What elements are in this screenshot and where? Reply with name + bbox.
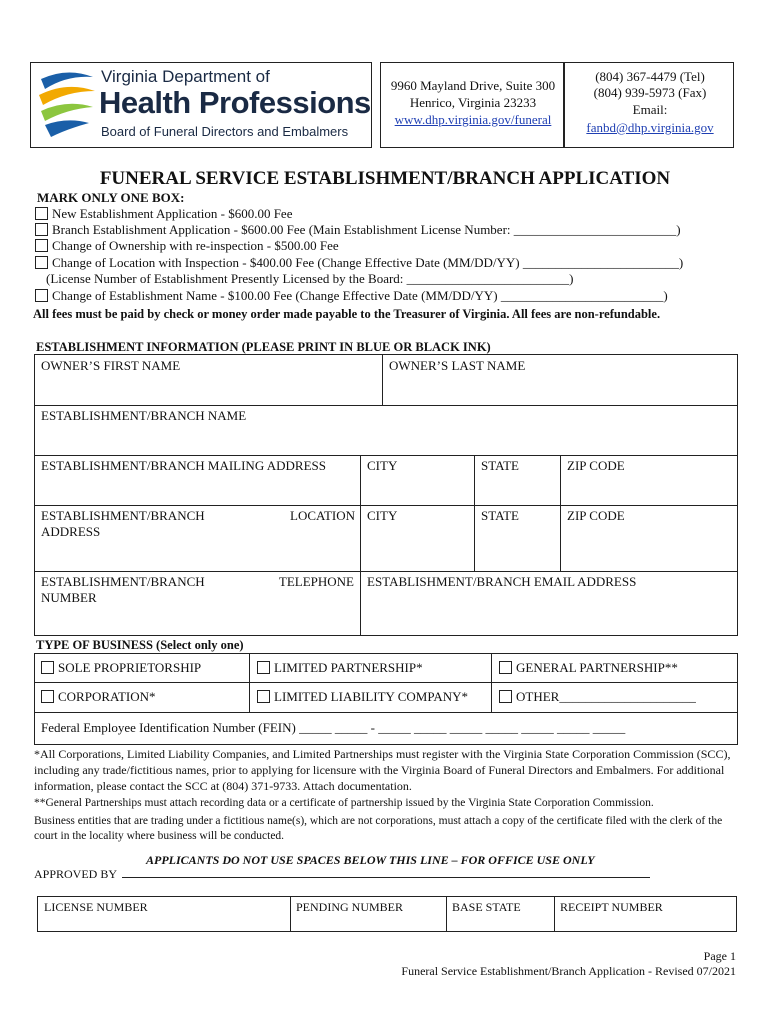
city-label: CITY [367,458,398,473]
business-corp-option[interactable]: CORPORATION* [41,689,156,705]
checkbox[interactable] [35,239,48,252]
business-lp-option[interactable]: LIMITED PARTNERSHIP* [257,660,423,676]
note-fictitious-name: Business entities that are trading under a fictitious name(s), which are not corporations, must attach a copy of the certificate filed with the clerk of the court in the locality where business will be conducted. [34,815,723,842]
checkbox[interactable] [41,661,54,674]
email-link[interactable]: fanbd@dhp.virginia.gov [586,120,714,135]
fein-field[interactable]: Federal Employee Identification Number (FEIN) _____ _____ - _____ _____ _____ _____ _____ _____ _____ [41,720,626,735]
business-sole-option[interactable]: SOLE PROPRIETORSHIP [41,660,201,676]
page-number: Page 1 [703,949,736,963]
branch-name-field[interactable] [35,405,737,455]
email-address-label: ESTABLISHMENT/BRANCH EMAIL ADDRESS [367,574,637,589]
checkbox[interactable] [35,207,48,220]
zip-label: ZIP CODE [567,508,625,523]
business-table [34,653,738,745]
approved-by-label: APPROVED BY [34,867,118,881]
business-gp-option[interactable]: GENERAL PARTNERSHIP** [499,660,678,676]
telephone-label-b: TELEPHONE [278,574,354,589]
zip-label: ZIP CODE [567,458,625,473]
business-llc-option[interactable]: LIMITED LIABILITY COMPANY* [257,689,468,705]
email-label: Email: [632,102,668,117]
pending-number-label: PENDING NUMBER [296,900,404,914]
website-link[interactable]: www.dhp.virginia.gov/funeral [394,112,552,127]
license-number-label: LICENSE NUMBER [44,900,148,914]
checkbox[interactable] [499,661,512,674]
checkbox[interactable] [35,223,48,236]
mailing-zip-field[interactable] [561,455,737,505]
logo-line2: Health Professions [99,85,371,120]
owner-first-name-field[interactable] [35,355,383,405]
telephone-field[interactable] [35,571,361,635]
revision-text: Funeral Service Establishment/Branch Application - Revised 07/2021 [401,964,736,978]
note-general-partnership: **General Partnerships must attach recording data or a certificate of partnership issued by the Virginia State Corporation Commission. [34,797,654,809]
receipt-number-label: RECEIPT NUMBER [560,900,663,914]
checkbox[interactable] [41,690,54,703]
option-name-change[interactable]: Change of Establishment Name - $100.00 Fee (Change Effective Date (MM/DD/YY) _________________________) [35,288,668,304]
email-address-field[interactable] [361,571,737,635]
address-line2: Henrico, Virginia 23233 [409,95,537,110]
fax-text: (804) 939-5973 (Fax) [593,85,707,100]
office-use-notice: APPLICANTS DO NOT USE SPACES BELOW THIS LINE – FOR OFFICE USE ONLY [146,853,595,867]
state-label: STATE [481,508,519,523]
option-branch[interactable]: Branch Establishment Application - $600.00 Fee (Main Establishment License Number: _________________________) [35,222,681,238]
location-city-field[interactable] [361,505,475,571]
city-label: CITY [367,508,398,523]
logo-line1: Virginia Department of [101,67,270,86]
note-registration: *All Corporations, Limited Liability Companies, and Limited Partnerships must register with the Virginia State Corporation Commission (SCC), including any trade/fictitious names, prior to applying for licensure with the Virginia Board of Funeral Directors and Embalmers. For additional information, please contact the SCC at (804) 371-9733. Attach documentation. [34,747,731,793]
telephone-label-c: NUMBER [41,590,97,605]
address-line1: 9960 Mayland Drive, Suite 300 [390,78,556,93]
tel-text: (804) 367-4479 (Tel) [595,69,705,84]
option-location-license: (License Number of Establishment Presently Licensed by the Board: _________________________) [46,271,574,286]
checkbox[interactable] [257,690,270,703]
branch-name-label: ESTABLISHMENT/BRANCH NAME [41,408,247,423]
establishment-heading: ESTABLISHMENT INFORMATION (PLEASE PRINT IN BLUE OR BLACK INK) [36,340,491,354]
location-address-label-c: ADDRESS [41,524,101,539]
option-ownership[interactable]: Change of Ownership with re-inspection - $500.00 Fee [35,238,339,254]
location-zip-field[interactable] [561,505,737,571]
state-label: STATE [481,458,519,473]
business-other-option[interactable]: OTHER_____________________ [499,689,696,705]
telephone-label-a: ESTABLISHMENT/BRANCH [41,574,205,589]
checkbox[interactable] [257,661,270,674]
logo-box [30,62,372,148]
mark-only-heading: MARK ONLY ONE BOX: [37,190,185,205]
location-address-label-a: ESTABLISHMENT/BRANCH [41,508,205,523]
location-state-field[interactable] [475,505,561,571]
checkbox[interactable] [35,256,48,269]
business-heading: TYPE OF BUSINESS (Select only one) [36,638,244,652]
address-box [380,62,564,148]
owner-last-name-label: OWNER’S LAST NAME [389,358,526,373]
establishment-table [34,354,738,636]
location-address-field[interactable] [35,505,361,571]
owner-last-name-field[interactable] [383,355,737,405]
dhp-logo-icon [37,69,97,141]
fees-note: All fees must be paid by check or money order made payable to the Treasurer of Virginia. All fees are non-refundable. [33,307,661,321]
option-new[interactable]: New Establishment Application - $600.00 Fee [35,206,292,222]
checkbox[interactable] [35,289,48,302]
logo-line3: Board of Funeral Directors and Embalmers [101,124,349,139]
owner-first-name-label: OWNER’S FIRST NAME [41,358,181,373]
base-state-label: BASE STATE [452,900,521,914]
mailing-address-label: ESTABLISHMENT/BRANCH MAILING ADDRESS [41,458,326,473]
office-table [37,896,737,932]
page-title: FUNERAL SERVICE ESTABLISHMENT/BRANCH APPLICATION [99,168,671,189]
contact-box [564,62,734,148]
option-location[interactable]: Change of Location with Inspection - $400.00 Fee (Change Effective Date (MM/DD/YY) ________________________) [35,255,683,271]
approved-by-line[interactable] [122,877,650,878]
checkbox[interactable] [499,690,512,703]
location-address-label-b: LOCATION [290,508,355,523]
